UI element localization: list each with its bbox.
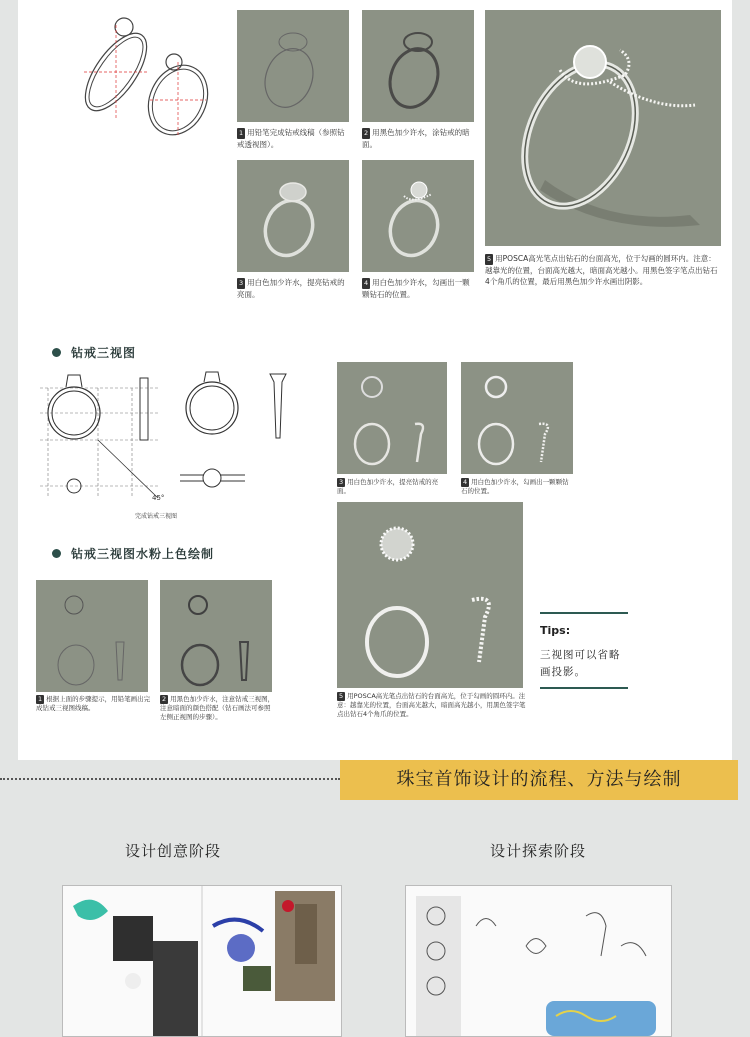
step-3-image [237, 160, 349, 272]
ring-perspective-sketch [66, 10, 226, 140]
exploration-sketches-image [405, 885, 672, 1037]
angle-label: 45° [152, 494, 165, 502]
step-5-caption: 5 用POSCA高光笔点出钻石的台面高光，位于勾画的圆环内。注意：越靠光的位置，台面高光越大，暗面高光越小。用黑色签字笔点出钻石4个角爪的位置，最后用黑色加少许水画出阴影。 [485, 254, 718, 286]
tips-top-rule [540, 612, 628, 614]
tips-box [540, 612, 628, 689]
step-3-caption: 3 用白色加少许水，提亮钻戒的亮面。 [237, 278, 345, 299]
view-1-caption: 1 根据上面的步骤提示，用铅笔画出完成钻戒三视图线稿。 [36, 695, 151, 712]
step-1-image [237, 10, 349, 122]
view-4-caption: 4 用白色加少许水，勾画出一颗颗钻石的位置。 [461, 478, 569, 495]
stage-title-creative: 设计创意阶段 [125, 842, 222, 860]
step-5-image [485, 10, 721, 246]
step-2-caption: 2 用黑色加少许水，涂钻戒的暗面。 [362, 128, 470, 149]
view-3-caption: 3 用白色加少许水，提亮钻戒的亮面。 [337, 478, 439, 495]
view-2-caption: 2 用黑色加少许水，注意钻戒三视图，注意暗面的颜色搭配（钻石画法可参照左侧正视图的步骤）。 [160, 695, 275, 721]
creative-sketchbook-image [62, 885, 342, 1037]
view-1-image [36, 580, 148, 692]
step-1-caption: 1 用铅笔完成钻戒线稿（参照钻戒透视图）。 [237, 128, 345, 149]
dotted-divider [0, 778, 340, 780]
bullet-dot-icon [52, 549, 61, 558]
three-view-diagram [40, 368, 300, 503]
tips-text: 三视图可以省略画投影。 [540, 649, 621, 678]
view-2-image [160, 580, 272, 692]
step-2-image [362, 10, 474, 122]
view-3-image [337, 362, 447, 474]
section-three-view-heading: 钻戒三视图 [52, 344, 136, 361]
step-4-image [362, 160, 474, 272]
view-5-image [337, 502, 523, 688]
diagram-caption: 完成钻戒三视图 [135, 513, 178, 520]
stage-title-exploration: 设计探索阶段 [490, 842, 587, 860]
tips-bottom-rule [540, 687, 628, 689]
chapter-banner: 珠宝首饰设计的流程、方法与绘制 [340, 760, 738, 800]
tips-label: Tips: [540, 624, 571, 637]
view-5-caption: 5 用POSCA高光笔点出钻石的台面高光，位于勾画的圆环内。注意：越靠光的位置，台面高光越大，暗面高光越小，用黑色签字笔点出钻石4个角爪的位置。 [337, 692, 526, 718]
bullet-dot-icon [52, 348, 61, 357]
section-gouache-heading: 钻戒三视图水粉上色绘制 [52, 545, 214, 562]
view-4-image [461, 362, 573, 474]
step-4-caption: 4 用白色加少许水，勾画出一颗颗钻石的位置。 [362, 278, 470, 299]
